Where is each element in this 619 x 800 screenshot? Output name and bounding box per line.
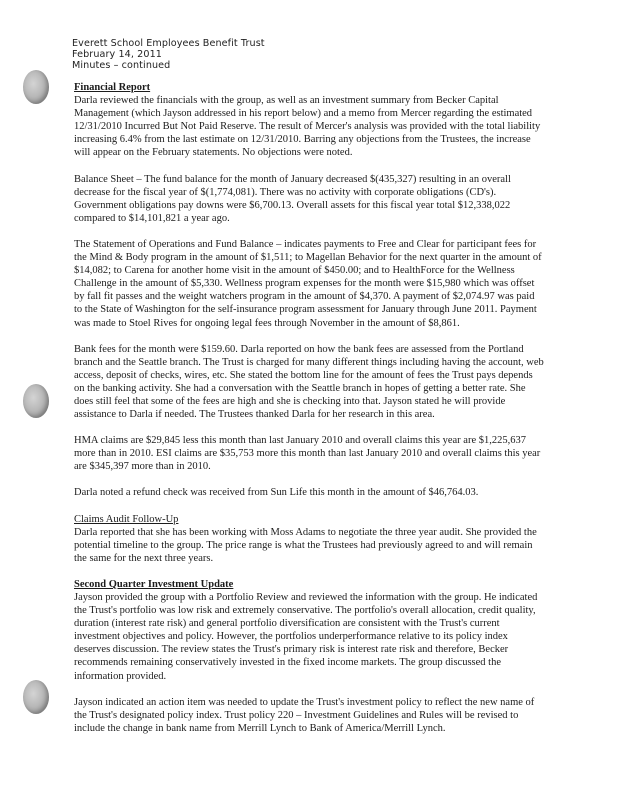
paragraph: Darla reported that she has been working with Moss Adams to negotiate the three year audit. She provided the potential timeline to the group. The price range is what the Trustees had previously agreed to and will remain the same for the next three years. [74, 526, 537, 564]
paragraph: Jayson indicated an action item was needed to update the Trust's investment policy to reflect the new name of the Trust's designated policy index. Trust policy 220 – Investment Guidelines and Rules will be revised to include the change in bank name from Merrill Lynch to Bank of America/Merrill Lynch. [74, 696, 535, 734]
section-heading: Financial Report [74, 82, 151, 93]
section-investment-policy [74, 696, 544, 735]
section-balance-sheet [74, 173, 544, 225]
section-refund [74, 486, 544, 499]
section-bank-fees [74, 343, 544, 422]
meeting-date: February 14, 2011 [72, 49, 162, 60]
section-heading: Second Quarter Investment Update [74, 578, 234, 590]
section-investment-update [74, 578, 544, 683]
paragraph: Darla noted a refund check was received from Sun Life this month in the amount of $46,764.03. [74, 487, 479, 499]
paragraph: The Statement of Operations and Fund Balance – indicates payments to Free and Clear for participant fees for the Mind & Body program in the amount of $1,511; to Magellan Behavior for the next quarter in the amount of $14,082; to Carena for another home visit in the amount of $450.00; and to HealthForce for the Wellness Challenge in the amount of $5,330. Wellness program expenses for the month were $15,980 which was offset by fall fit passes and the weight watchers program in the amount of $4,370. A payment of $2,074.97 was paid to the State of Washington for the self-insurance program assessment for January through June 2011. Payment was made to Stoel Rives for ongoing legal fees through November in the amount of $8,861. [74, 238, 542, 329]
punch-hole-top [23, 70, 49, 104]
paragraph: Darla reviewed the financials with the group, as well as an investment summary from Becker Capital Management (which Jayson addressed in his report below) and a memo from Mercer regarding the estimated 12/31/2010 Incurred But Not Paid Reserve. The result of Mercer's analysis was provided with the total liability increasing 6.4% from the last estimate on 12/31/2010. Barring any objections from the Trustees, the increase will appear on the February statements. No objections were noted. [74, 95, 541, 159]
page-header [72, 38, 265, 71]
punch-hole-middle [23, 384, 49, 418]
paragraph: Balance Sheet – The fund balance for the month of January decreased $(435,327) resulting in an overall decrease for the fiscal year of $(1,774,081). There was no activity with corporate obligations (CD's). Government obligations pay downs were $6,700.13. Overall assets for this fiscal year total $12,338,022 compared to $14,101,821 a year ago. [74, 173, 511, 224]
document-body [74, 81, 544, 735]
section-statement-of-operations [74, 238, 544, 330]
section-financial-report [74, 81, 544, 160]
header-subtitle: Minutes – continued [72, 60, 171, 71]
punch-hole-bottom [23, 680, 49, 714]
paragraph: Bank fees for the month were $159.60. Darla reported on how the bank fees are assessed from the Portland branch and the Seattle branch. The Trust is charged for many different things including having the account, web access, deposit of checks, wires, etc. She stated the bottom line for the amount of fees the Trust pays depends on the banking activity. She had a conversation with the Seattle branch in hopes of getting a better rate. She does still feel that some of the fees are high and she is checking into that. Jayson stated he will provide assistance to Darla if needed. The Trustees thanked Darla for her research in this area. [74, 343, 544, 421]
section-claims-audit [74, 513, 544, 565]
org-name: Everett School Employees Benefit Trust [72, 38, 265, 49]
paragraph: Jayson provided the group with a Portfolio Review and reviewed the information with the group. He indicated the Trust's portfolio was low risk and extremely conservative. The portfolio's overall allocation, credit quality, duration (interest rate risk) and general portfolio diversification are consistent with the Trust's current investment objectives and policy. However, the portfolios underperformance relative to its policy index deserves discussion. The review states the Trust's primary risk is interest rate risk and therefore, Becker recommends remaining conservatively invested in the fixed income markets. The group discussed the information provided. [74, 592, 538, 682]
section-subheading: Claims Audit Follow-Up [74, 513, 179, 525]
paragraph: HMA claims are $29,845 less this month than last January 2010 and overall claims this year are $1,225,637 more than in 2010. ESI claims are $35,753 more this month than last January 2010 and overall claims this year are $345,397 more than in 2010. [74, 435, 541, 473]
section-claims [74, 434, 544, 473]
